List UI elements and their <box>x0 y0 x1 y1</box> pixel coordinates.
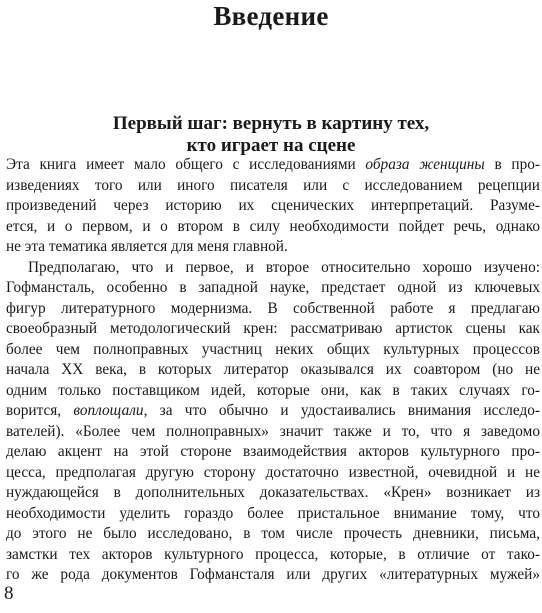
italic-phrase: образа женщины <box>365 156 485 173</box>
text-span: ворится, <box>6 402 74 419</box>
section-title-line-1: Первый шаг: вернуть в картину тех, <box>112 113 430 134</box>
page-number: 8 <box>4 583 14 604</box>
text-line <box>6 401 540 422</box>
text-line: ется, и о первом, и о втором в силу необходимости пойдет речь, однако <box>6 217 540 235</box>
text-line: произведений через историю их сценических интерпретаций. Разуме- <box>6 197 540 214</box>
section-title <box>0 113 542 157</box>
italic-phrase: воплощали <box>73 402 144 419</box>
text-span: , за что обычно и удостаивались внимания исследо- <box>143 402 541 419</box>
chapter-title: Введение <box>213 1 329 31</box>
text-line: го же рода документов Гофмансталя или других «литературных мужей» <box>6 566 540 583</box>
text-line: вателей). «Более чем полноправных» значит также и то, что я заведомо <box>6 422 540 440</box>
text-line: до этого не было исследовано, в том числе прочесть дневники, письма, <box>6 525 540 542</box>
text-line: Гофмансталь, особенно в западной науке, предстает одной из ключевых <box>6 279 540 296</box>
text-line: делаю акцент на этой стороне взаимодействия акторов культурного про- <box>6 443 540 460</box>
body-text <box>6 155 540 586</box>
text-span: в про- <box>484 156 540 173</box>
text-line: Предполагаю, что и первое, и второе относительно хорошо изучено: <box>28 258 540 276</box>
text-line: замстки тех акторов культурного процесса, которые, в отличие от тако- <box>6 545 540 563</box>
text-line: своеобразный методологический крен: рассматриваю артисток сцены как <box>6 320 540 337</box>
text-line: не эта тематика является для меня главной. <box>6 238 288 255</box>
text-line: нуждающейся в дополнительных доказательствах. «Крен» возникает из <box>6 484 540 501</box>
text-line: одним только поставщиком идей, которые они, как в таких случаях го- <box>6 381 540 399</box>
text-line: необходимости уделить гораздо более пристальное внимание тому, что <box>6 504 540 522</box>
text-line: изведениях того или иного писателя или с исследованием рецепции <box>6 176 540 194</box>
section-title-line-2: кто играет на сцене <box>186 135 356 156</box>
text-line: начала XX века, в которых литератор оказывался их соавтором (но не <box>6 361 540 378</box>
text-span: Эта книга имеет мало общего с исследованиями <box>6 156 366 173</box>
text-line: цесса, предполагая другую сторону достаточно известной, очевидной и не <box>6 463 540 481</box>
text-line: фигур литературного модернизма. В собственной работе я предлагаю <box>6 299 540 317</box>
text-line <box>6 155 540 176</box>
text-line: более чем полноправных участниц неких общих культурных процессов <box>6 340 540 358</box>
